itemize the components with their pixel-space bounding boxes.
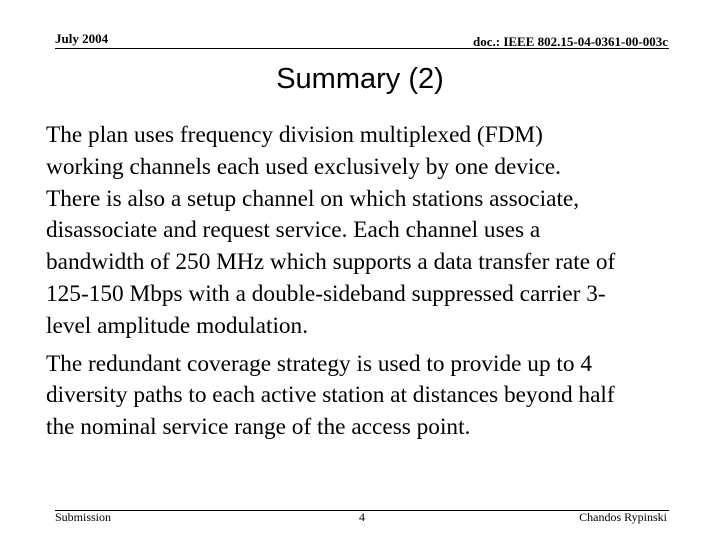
footer-submission: Submission [55,510,112,524]
header-date: July 2004 [55,31,109,46]
paragraph-redundant-coverage [46,349,696,444]
text-line: There is also a setup channel on which stations associate, [46,185,580,212]
text-line: The redundant coverage strategy is used to provide up to 4 [46,350,593,377]
text-line: The plan uses frequency division multiplexed (FDM) [46,122,543,148]
text-line: working channels each used exclusively by one device. [46,153,561,180]
text-line: 125-150 Mbps with a double-sideband suppressed carrier 3- [46,280,606,307]
text-line: diversity paths to each active station at distances beyond half [46,382,615,409]
footer-page-number: 4 [359,510,365,524]
header-doc-id: doc.: IEEE 802.15-04-0361-00-003c [473,34,668,49]
text-line: disassociate and request service. Each channel uses a [46,217,541,244]
paragraph-fdm-plan [46,120,696,343]
text-line: level amplitude modulation. [46,312,309,339]
text-line: the nominal service range of the access point. [46,414,471,441]
slide-title: Summary (2) [276,63,444,95]
footer-author: Chandos Rypinski [579,510,667,524]
text-line: bandwidth of 250 MHz which supports a data transfer rate of [46,249,616,276]
header-rule [55,48,669,49]
slide-body [46,120,696,444]
